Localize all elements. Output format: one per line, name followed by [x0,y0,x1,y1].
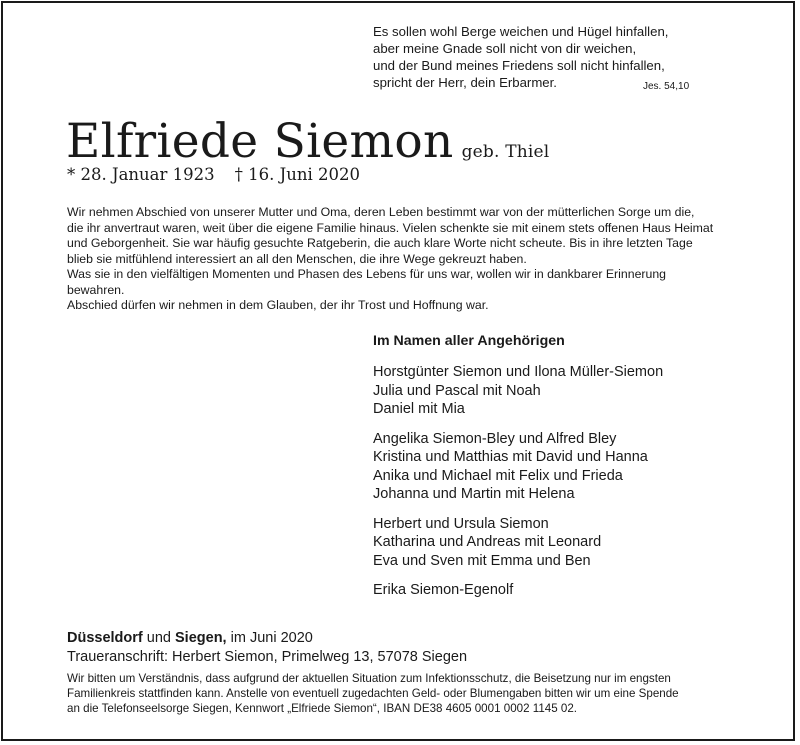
mourners-heading: Im Namen aller Angehörigen [373,333,565,349]
text-line: Abschied dürfen wir nehmen in dem Glauben, der ihr Trost und Hoffnung war. [67,298,489,312]
mourner-line: Erika Siemon-Egenolf [373,582,514,598]
mourner-line: Daniel mit Mia [373,401,465,417]
text-line: Was sie in den vielfältigen Momenten und Phasen des Lebens für uns war, wollen wir in dankbarer Erinnerung [67,267,667,281]
verse-reference: Jes. 54,10 [643,81,690,92]
mourner-line: Julia und Pascal mit Noah [373,382,541,399]
city-dusseldorf: Düsseldorf [67,630,143,646]
mourners-list [373,363,733,611]
obituary-text [67,205,737,314]
mourner-line: Herbert und Ursula Siemon [373,515,549,532]
verse-line: aber meine Gnade soll nicht von dir weichen, [373,41,637,56]
verse-line: und der Bund meines Friedens soll nicht hinfallen, [373,58,665,73]
mourner-group [373,363,733,419]
mourner-group [373,515,733,571]
life-dates [67,165,360,184]
place-line [67,629,467,648]
mourner-group [373,430,733,504]
city-siegen: Siegen, [175,630,227,646]
mourner-line: Katharina und Andreas mit Leonard [373,534,602,550]
deceased-name: Elfriede Siemon [66,114,454,169]
maiden-name: geb. Thiel [461,142,550,162]
text-line: bewahren. [67,282,125,297]
verse-line: Es sollen wohl Berge weichen und Hügel hinfallen, [373,24,669,39]
mourner-line: Kristina und Matthias mit David und Hanna [373,449,648,465]
footer-line: an die Telefonseelsorge Siegen, Kennwort „Elfriede Siemon“, IBAN DE38 4605 0001 0002 1145 02. [67,702,578,715]
and-word: und [146,630,171,646]
mourner-line: Horstgünter Siemon und Ilona Müller-Siemon [373,364,664,380]
mourner-line: Anika und Michael mit Felix und Frieda [373,467,623,484]
mourner-line: Johanna und Martin mit Helena [373,486,575,502]
notice-date: im Juni 2020 [230,630,313,646]
mourner-line: Eva und Sven mit Emma und Ben [373,552,591,569]
death-date: † 16. Juni 2020 [234,165,361,184]
verse-line: spricht der Herr, dein Erbarmer. [373,75,557,90]
text-line: und Geborgenheit. Sie war häufig gesuchte Ratgeberin, die auch klare Worte nicht scheute. Bis in ihre letzten Tage [67,236,693,250]
text-line: die ihr anvertraut waren, weit über die eigene Familie hinaus. Vielen schenkte sie mit einem stets offenen Haus Heimat [67,220,714,235]
place-and-date [67,629,467,666]
text-line: Wir nehmen Abschied von unserer Mutter und Oma, deren Leben bestimmt war von der mütterlichen Sorge um die, [67,205,695,219]
mourning-address: Traueranschrift: Herbert Siemon, Primelweg 13, 57078 Siegen [67,648,468,665]
footer-line: Wir bitten um Verständnis, dass aufgrund der aktuellen Situation zum Infektionsschutz, die Beisetzung nur im engsten [67,672,671,685]
birth-date: * 28. Januar 1923 [67,165,215,184]
mourner-group [373,581,733,600]
footer-line: Familienkreis stattfinden kann. Anstelle von eventuell zugedachten Geld- oder Blumengaben bitten wir um eine Spende [67,687,679,700]
mourner-line: Angelika Siemon-Bley und Alfred Bley [373,430,617,447]
text-line: blieb sie mitfühlend interessiert an all den Menschen, die ihre Wege gekreuzt haben. [67,251,527,266]
footer-note [67,671,747,716]
